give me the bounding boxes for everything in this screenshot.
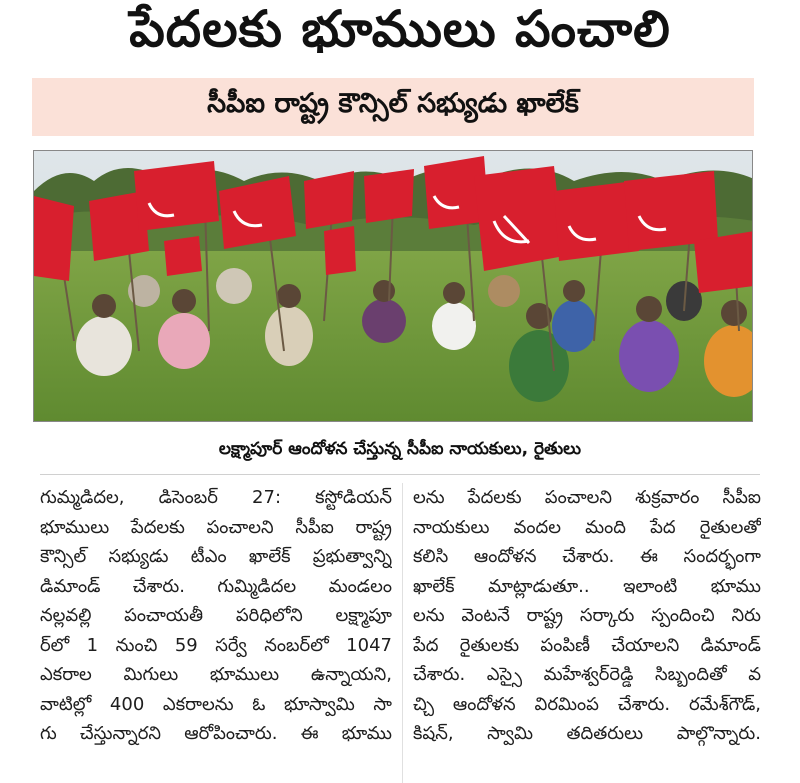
subheadline-banner bbox=[32, 78, 754, 136]
article-line: లను పేదలకు పంచాలని శుక్రవారం సీపీఐ bbox=[413, 487, 761, 508]
article-line: గుమ్మడిదల, డిసెంబర్ 27: కస్టోడియన్ bbox=[40, 487, 392, 508]
photo-caption: లక్ష్మాపూర్ ఆందోళన చేస్తున్న సీపీఐ నాయకులు, రైతులు bbox=[218, 439, 582, 459]
article-line: చ్చి ఆందోళన విరమింప చేశారు. రమేశ్‌గౌడ్, bbox=[413, 693, 761, 715]
article-line: ఎకరాల మిగులు భూములు ఉన్నాయని, bbox=[40, 664, 392, 685]
article-line: పేద రైతులకు పంపిణీ చేయాలని డిమాండ్ bbox=[413, 634, 761, 656]
protest-photo-image bbox=[34, 151, 753, 422]
column-divider bbox=[402, 483, 403, 783]
article-line: చేశారు. ఎస్సై మహేశ్వర్‌రెడ్డి సిబ్బందితో వ bbox=[413, 664, 761, 685]
article-line: కౌన్సిల్ సభ్యుడు టీఎం ఖాలేక్ ప్రభుత్వాన్ని bbox=[40, 546, 392, 567]
article-column-right bbox=[413, 483, 761, 783]
article-column-left bbox=[40, 483, 392, 783]
article-line: కిషన్, స్వామి తదితరులు పాల్గొన్నారు. bbox=[413, 723, 761, 744]
article-line: ఖాలేక్ మాట్లాడుతూ.. ఇలాంటి భూము bbox=[413, 575, 761, 597]
headline: పేదలకు భూములు పంచాలి bbox=[129, 0, 671, 58]
article-line: నాయకులు వందల మంది పేద రైతులతో bbox=[413, 516, 761, 538]
article-line: ర్‌లో 1 నుంచి 59 సర్వే నంబర్‌లో 1047 bbox=[40, 634, 392, 656]
article-line: లను వెంటనే రాష్ట్ర సర్కారు స్పందించి నిరు bbox=[413, 605, 761, 626]
article-line: భూములు పేదలకు పంచాలని సీపీఐ రాష్ట్ర bbox=[40, 516, 392, 538]
subheadline: సీపీఐ రాష్ట్ర కౌన్సిల్ సభ్యుడు ఖాలేక్ bbox=[207, 88, 579, 119]
article-line: వాటిల్లో 400 ఎకరాలను ఓ భూస్వామి సా bbox=[40, 693, 392, 715]
protest-photo bbox=[33, 150, 753, 422]
article-line: గు చేస్తున్నారని ఆరోపించారు. ఈ భూము bbox=[40, 723, 392, 744]
caption-rule bbox=[40, 474, 760, 475]
article-line: డిమాండ్ చేశారు. గుమ్మిడిదల మండలం bbox=[40, 575, 392, 597]
article-line: నల్లవల్లి పంచాయతీ పరిధిలోని లక్ష్మాపూ bbox=[40, 605, 392, 626]
article-line: కలిసి ఆందోళన చేశారు. ఈ సందర్భంగా bbox=[413, 546, 761, 567]
